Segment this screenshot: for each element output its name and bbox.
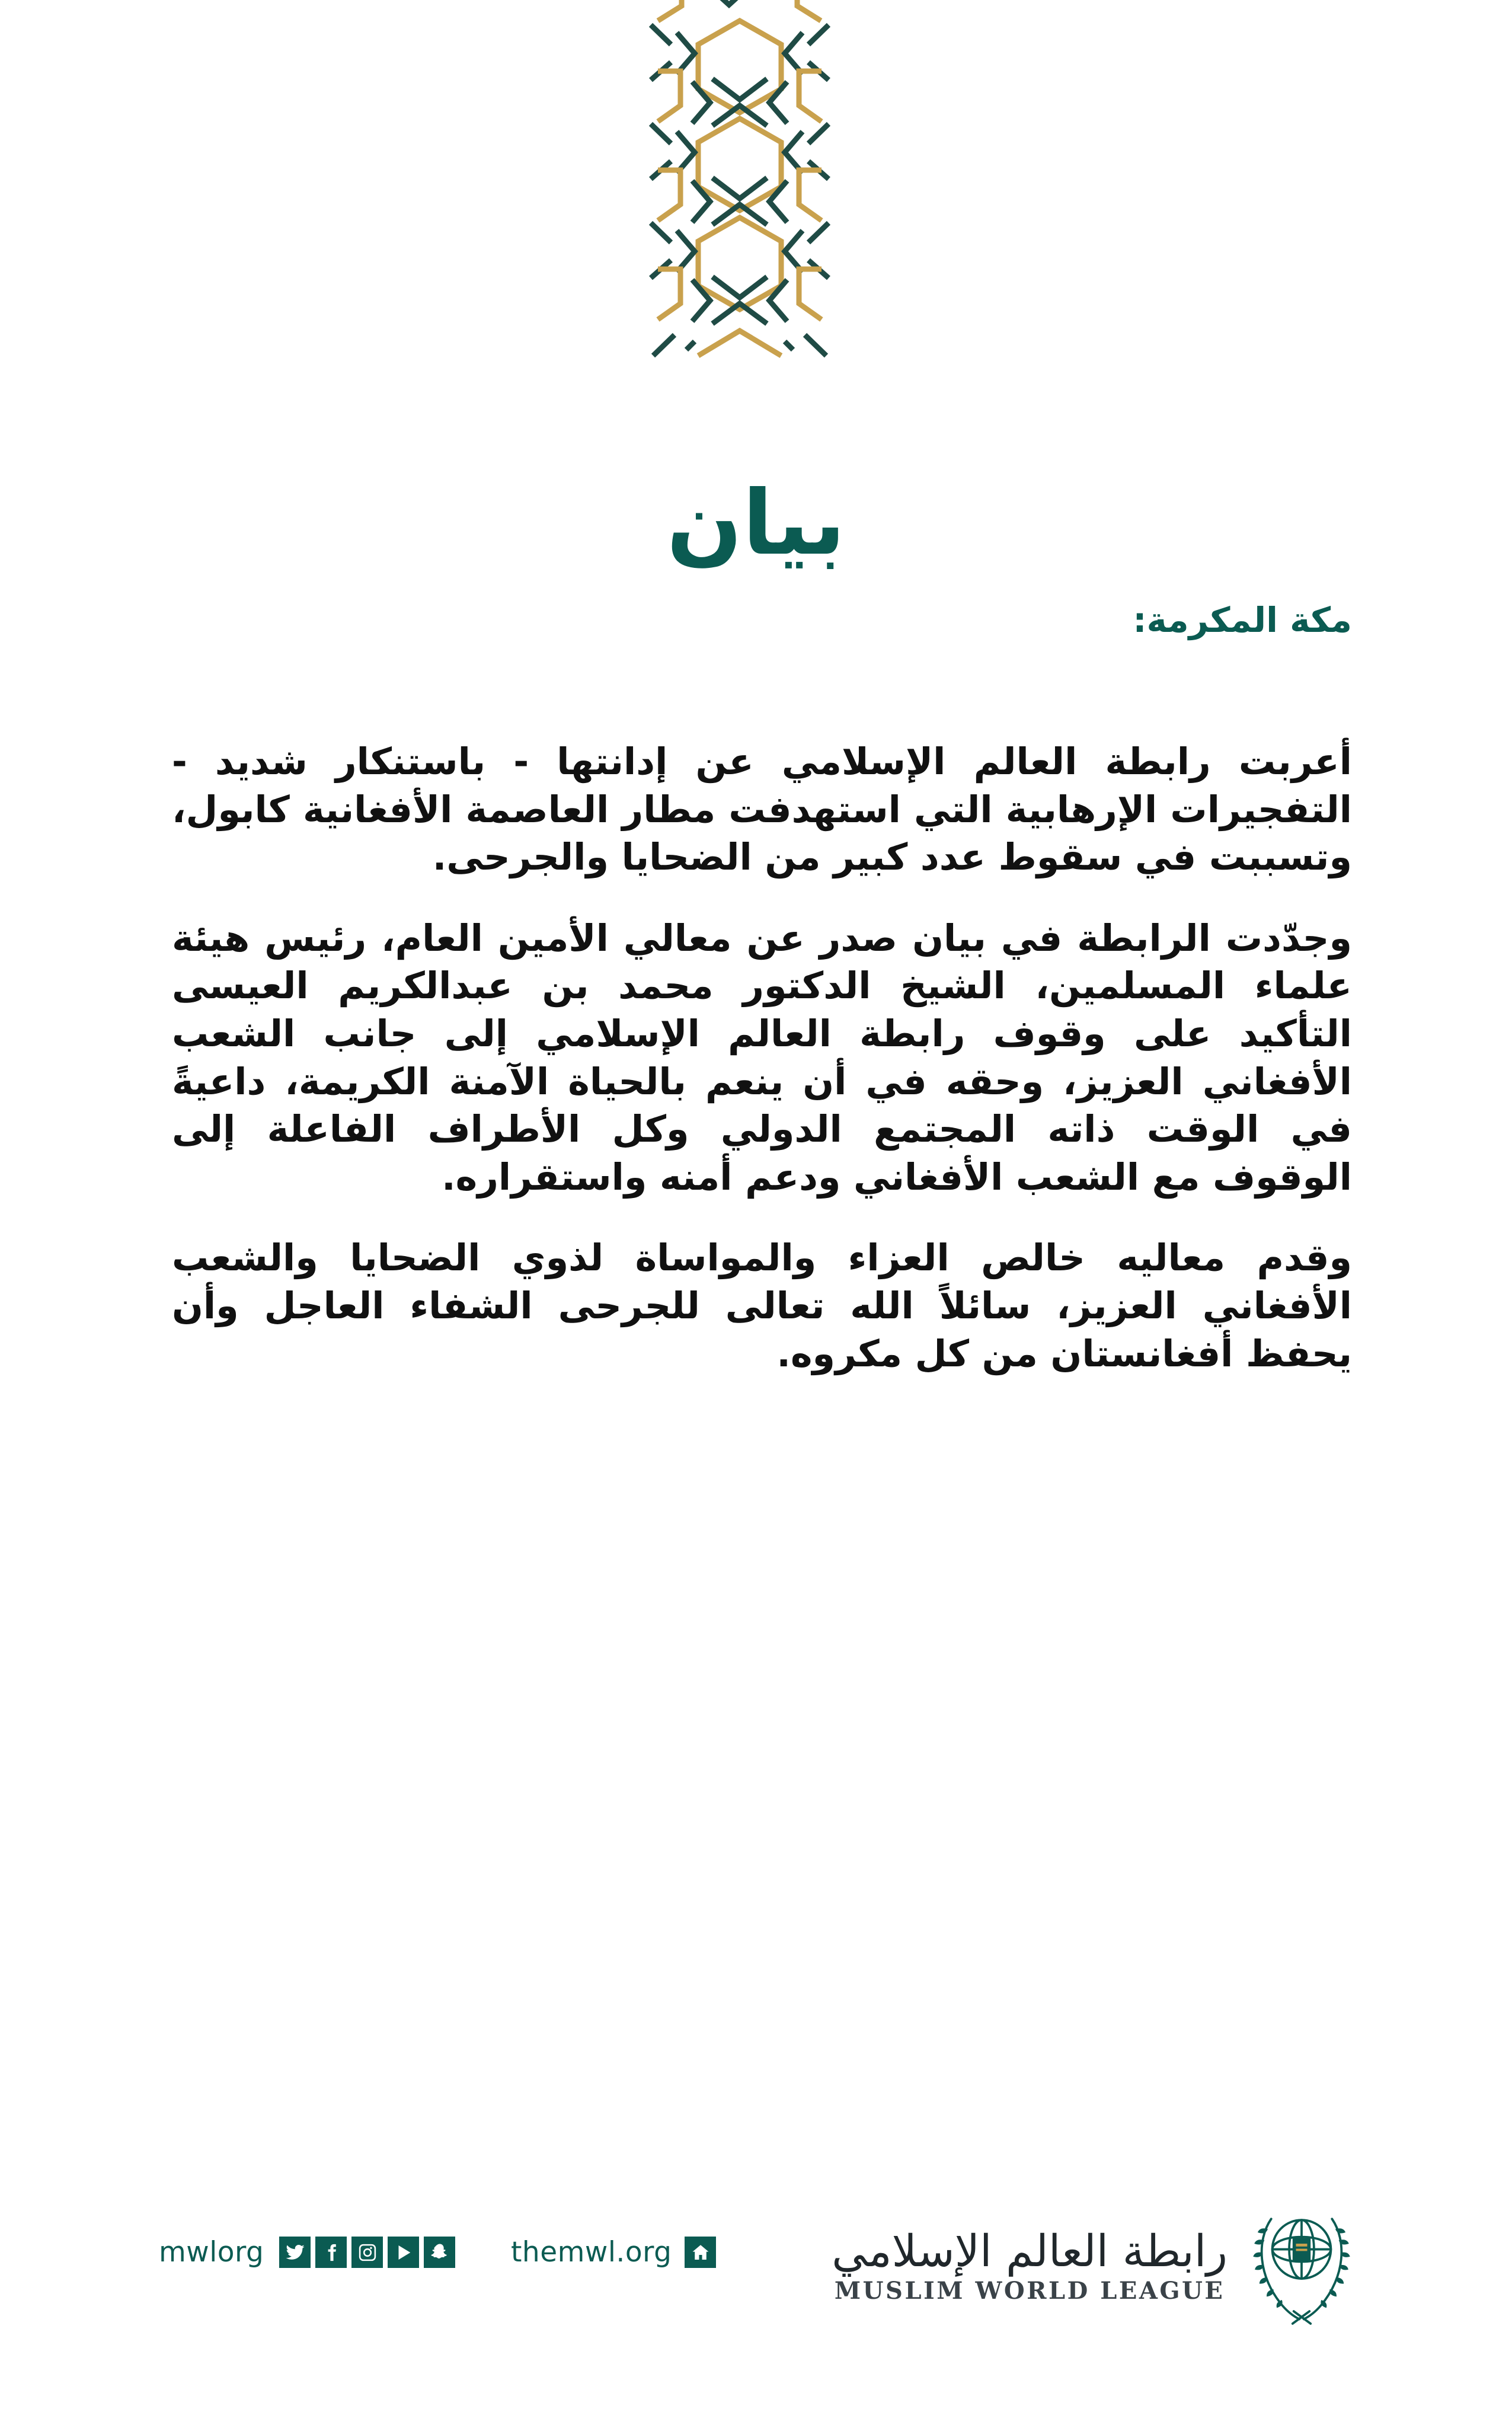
home-icon[interactable] xyxy=(685,2237,716,2268)
logo-wordmark xyxy=(832,2225,1227,2305)
logo-latin-text: MUSLIM WORLD LEAGUE xyxy=(834,2277,1225,2305)
twitter-icon[interactable] xyxy=(279,2237,311,2268)
youtube-icon[interactable] xyxy=(388,2237,419,2268)
snapchat-icon[interactable] xyxy=(424,2237,455,2268)
paragraph-3: وقدم معاليه خالص العزاء والمواساة لذوي الضحايا والشعب الأفغاني العزيز، سائلاً الله تعالى للجرحى الشفاء العاجل وأن يحفظ أفغانستان من كل مكروه. xyxy=(172,1236,1352,1375)
facebook-icon[interactable] xyxy=(315,2237,347,2268)
organization-logo xyxy=(832,2209,1358,2325)
website-label: themwl.org xyxy=(511,2236,672,2269)
logo-arabic-text: رابطة العالم الإسلامي xyxy=(832,2225,1227,2277)
paragraph-2: وجدّدت الرابطة في بيان صدر عن معالي الأمين العام، رئيس هيئة علماء المسلمين، الشيخ الدكتور محمد بن عبدالكريم العيسى التأكيد على وقوف رابطة العالم الإسلامي إلى جانب الشعب الأفغاني العزيز، وحقه في أن ينعم بالحياة الآمنة الكريمة، داعيةً في الوقت ذاته المجتمع الدولي وكل الأطراف الفاعلة إلى الوقوف مع الشعب الأفغاني ودعم أمنه واستقراره. xyxy=(172,916,1352,1199)
globe-wreath-emblem xyxy=(1245,2209,1358,2325)
social-handle-label: mwlorg xyxy=(159,2236,264,2269)
page-footer xyxy=(0,2225,1512,2351)
decorative-pattern-band xyxy=(640,0,889,379)
dateline-location: مكة المكرمة: xyxy=(1133,600,1352,640)
instagram-icon[interactable] xyxy=(351,2237,383,2268)
statement-body xyxy=(172,738,1352,1378)
social-media-cluster xyxy=(159,2236,455,2269)
website-cluster xyxy=(511,2236,716,2269)
page-title: بيان xyxy=(666,471,846,575)
social-icon-list xyxy=(279,2237,455,2268)
paragraph-1: أعربت رابطة العالم الإسلامي عن إدانتها - باستنكار شديد - التفجيرات الإرهابية التي استهدفت مطار العاصمة الأفغانية كابول، وتسببت في سقوط عدد كبير من الضحايا والجرحى. xyxy=(172,740,1352,879)
